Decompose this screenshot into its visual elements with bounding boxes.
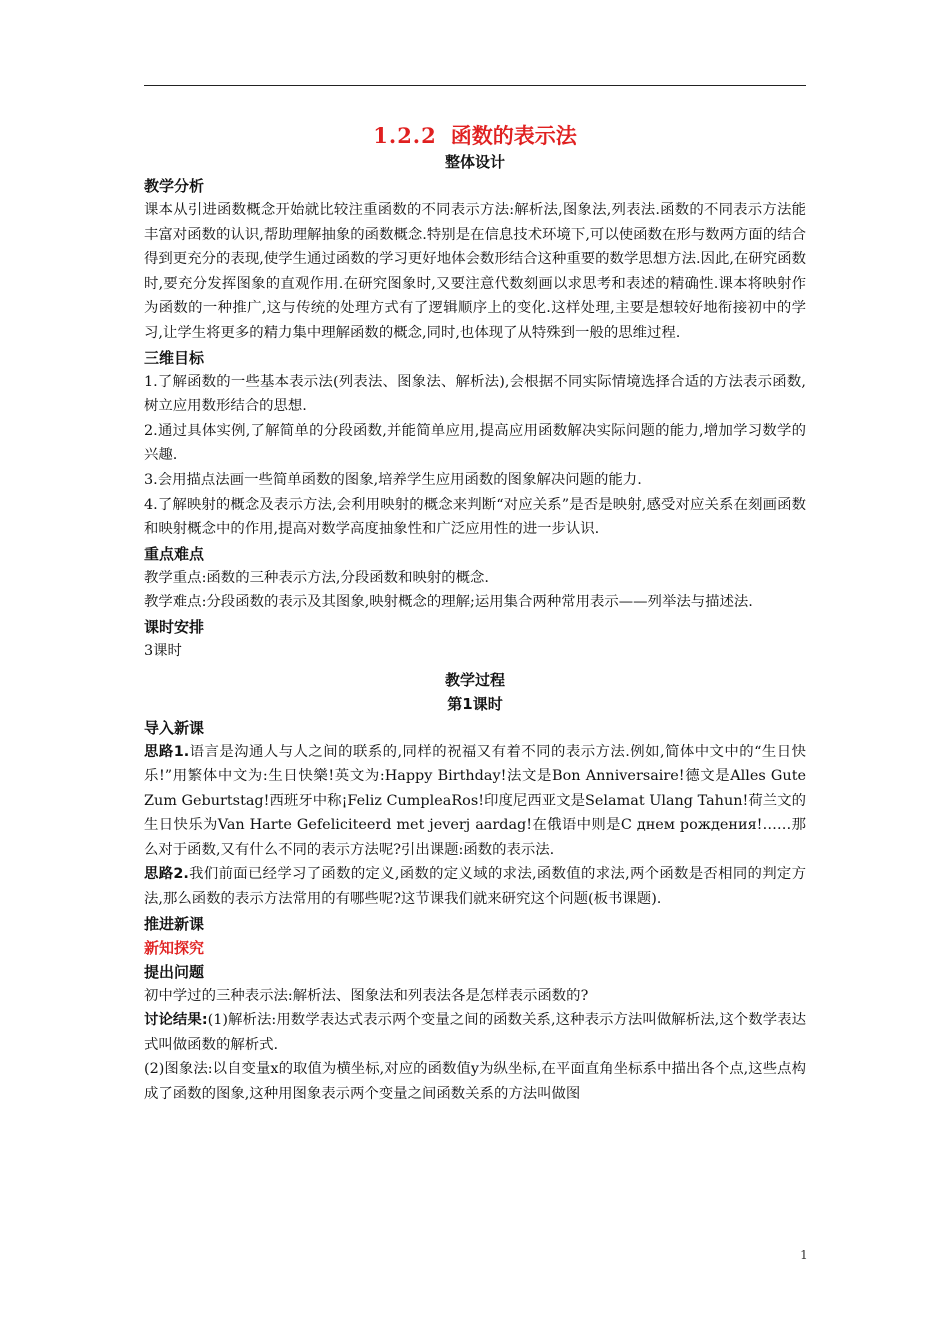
idea-2-label: 思路2.	[144, 866, 189, 883]
document-title	[144, 122, 806, 150]
document-body	[144, 122, 806, 1107]
analysis-paragraph: 课本从引进函数概念开始就比较注重函数的不同表示方法:解析法,图象法,列表法.函数的不同表示方法能丰富对函数的认识,帮助理解抽象的函数概念.特别是在信息技术环境下,可以使函数在形与数两方面的结合得到更充分的表现,使学生通过函数的学习更好地体会数形结合这种重要的数学思想方法.因此,在研究函数时,要充分发挥图象的直观作用.在研究图象时,又要注意代数刻画以求思考和表述的精确性.课本将映射作为函数的一种推广,这与传统的处理方式有了逻辑顺序上的变化.这样处理,主要是想较好地衔接初中的学习,让学生将更多的精力集中理解函数的概念,同时,也体现了从特殊到一般的思维过程.	[144, 202, 806, 341]
page-number: 1	[800, 1248, 808, 1262]
intro-heading: 导入新课	[144, 718, 205, 737]
teaching-focus: 教学重点:函数的三种表示方法,分段函数和映射的概念.	[144, 569, 489, 586]
question-text: 初中学过的三种表示法:解析法、图象法和列表法各是怎样表示函数的?	[144, 987, 589, 1004]
question-heading: 提出问题	[144, 962, 205, 981]
goal-item: 1.了解函数的一些基本表示法(列表法、图象法、解析法),会根据不同实际情境选择合适的方法表示函数,树立应用数形结合的思想.	[144, 373, 806, 415]
graph-method-text: (2)图象法:以自变量x的取值为横坐标,对应的函数值y为纵坐标,在平面直角坐标系中描出各个点,这些点构成了函数的图象,这种用图象表示两个变量之间函数关系的方法叫做图	[144, 1061, 806, 1103]
idea-1-text: 语言是沟通人与人之间的联系的,同样的祝福又有着不同的表示方法.例如,简体中文中的“生日快乐!”用繁体中文为:生日快樂!英文为:Happy Birthday!法文是Bon Anniversaire!德文是Alles Gute Zum Geburtstag!西班牙中称¡Feliz CumpleaRos!印度尼西亚文是Selamat Ulang Tahun!荷兰文的生日快乐为Van Harte Gefeliciteerd met jeverj aardag!在俄语中则是С днем рождения!……那么对于函数,又有什么不同的表示方法呢?引出课题:函数的表示法.	[144, 743, 806, 858]
result-paragraph	[144, 1008, 806, 1057]
header-rule	[144, 85, 806, 86]
goal-item: 2.通过具体实例,了解简单的分段函数,并能简单应用,提高应用函数解决实际问题的能力,增加学习数学的兴趣.	[144, 422, 806, 464]
process-heading: 教学过程	[444, 670, 505, 689]
idea-1-paragraph	[144, 740, 806, 863]
lesson-heading: 第1课时	[447, 694, 503, 713]
result-text: (1)解析法:用数学表达式表示两个变量之间的函数关系,这种表示方法叫做解析法,这个数学表达式叫做函数的解析式.	[144, 1012, 806, 1053]
key-points-heading: 重点难点	[144, 544, 205, 563]
idea-2-paragraph	[144, 862, 806, 911]
schedule-heading: 课时安排	[144, 617, 205, 636]
teaching-difficulty: 教学难点:分段函数的表示及其图象,映射概念的理解;运用集合两种常用表示——列举法与描述法.	[144, 594, 753, 611]
idea-1-label: 思路1.	[144, 743, 190, 760]
explore-heading: 新知探究	[144, 938, 205, 957]
idea-2-text: 我们前面已经学习了函数的定义,函数的定义域的求法,函数值的求法,两个函数是否相同的判定方法,那么函数的表示方法常用的有哪些呢?这节课我们就来研究这个问题(板书课题).	[144, 866, 806, 908]
advance-heading: 推进新课	[144, 914, 205, 933]
result-label: 讨论结果:	[144, 1012, 208, 1029]
analysis-heading: 教学分析	[144, 177, 205, 195]
goal-item: 4.了解映射的概念及表示方法,会利用映射的概念来判断“对应关系”是否是映射,感受对应关系在刻画函数和映射概念中的作用,提高对数学高度抽象性和广泛应用性的进一步认识.	[144, 496, 806, 538]
title-text: 函数的表示法	[450, 123, 577, 148]
title-number: 1.2.2	[373, 123, 437, 148]
goals-heading: 三维目标	[144, 348, 205, 367]
schedule-text: 3课时	[144, 642, 182, 659]
goal-item: 3.会用描点法画一些简单函数的图象,培养学生应用函数的图象解决问题的能力.	[144, 471, 642, 488]
subtitle: 整体设计	[444, 153, 505, 171]
